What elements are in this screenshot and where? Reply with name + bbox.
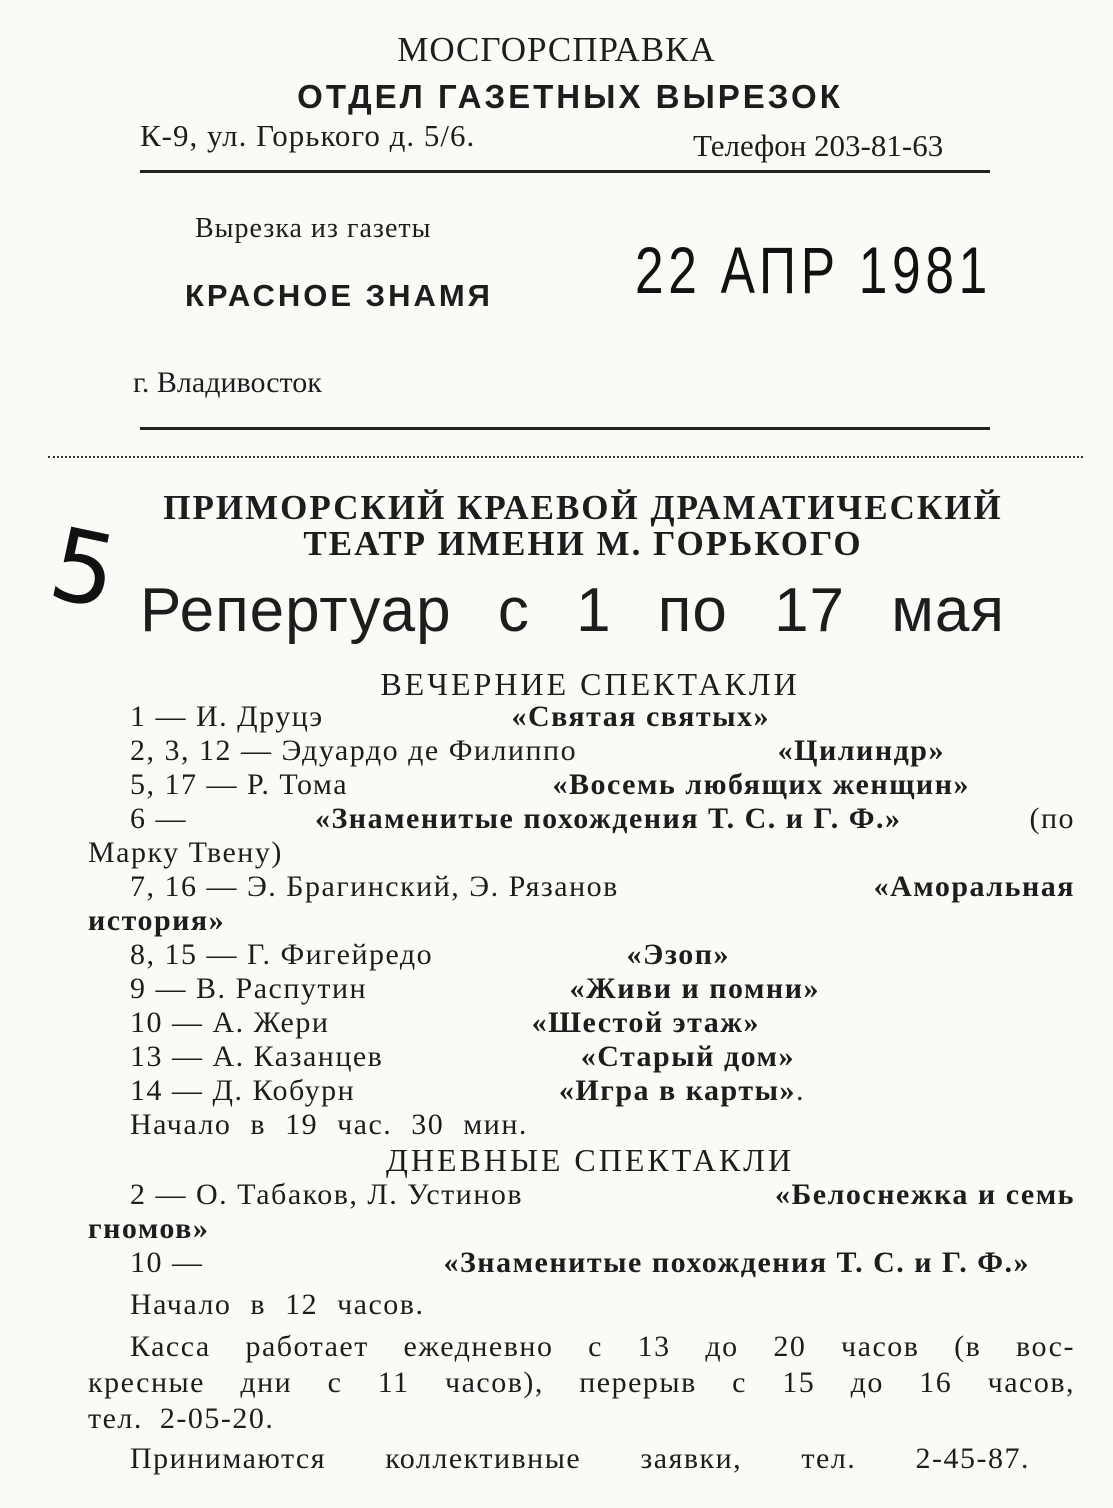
title-word: 1: [576, 576, 612, 645]
day-heading: ДНЕВНЫЕ СПЕКТАКЛИ: [386, 1142, 794, 1178]
box-office-line: Касса работает ежедневно с 13 до 20 часов (в вос-: [130, 1330, 1075, 1363]
theatre-name-line-2: ТЕАТР ИМЕНИ М. ГОРЬКОГО: [303, 524, 863, 563]
play-title: «Белоснежка и семь: [774, 1178, 1075, 1211]
item-text: 1 — И. Друцэ: [130, 700, 324, 733]
title-word: мая: [891, 576, 1005, 645]
evening-item: [130, 938, 730, 972]
play-title: «Святая святых»: [511, 700, 770, 733]
evening-item: [130, 870, 1075, 904]
item-text: 6 —: [130, 802, 187, 835]
evening-item: [130, 768, 970, 802]
item-text: 7, 16 — Э. Брагинский, Э. Рязанов: [130, 870, 619, 903]
play-title: «Знаменитые похождения Т. С. и Г. Ф.»: [443, 1246, 1030, 1279]
day-item-cont: гномов»: [88, 1212, 210, 1245]
item-text: 14 — Д. Кобурн: [130, 1074, 356, 1107]
item-text: (по: [1029, 802, 1075, 835]
play-title: «Игра в карты»: [558, 1074, 796, 1107]
date-stamp: 22 АПР 1981: [635, 233, 992, 307]
item-text: 10 — А. Жери: [130, 1006, 330, 1039]
header-bottom-rule: [140, 427, 990, 430]
item-text: 2, 3, 12 — Эдуардо де Филиппо: [130, 734, 578, 767]
evening-item-cont: Марку Твену): [88, 836, 283, 869]
evening-item: [130, 1006, 760, 1040]
play-title: «Знаменитые похождения Т. С. и Г. Ф.»: [314, 802, 902, 835]
play-title: «Эзоп»: [626, 938, 730, 971]
title-word: с: [497, 576, 530, 645]
org-name: МОСГОРСПРАВКА: [397, 30, 716, 69]
evening-item: [130, 700, 770, 734]
evening-item: [130, 1040, 795, 1074]
play-title: «Восемь любящих женщин»: [552, 768, 970, 801]
item-text: 2 — О. Табаков, Л. Устинов: [130, 1178, 524, 1211]
cut-line: [48, 456, 1083, 458]
evening-heading: ВЕЧЕРНИЕ СПЕКТАКЛИ: [380, 666, 800, 702]
item-text: 9 — В. Распутин: [130, 972, 368, 1005]
play-title: «Аморальная: [873, 870, 1075, 903]
item-text: .: [796, 1074, 805, 1107]
item-text: 5, 17 — Р. Тома: [130, 768, 349, 801]
item-text: 10 —: [130, 1246, 204, 1279]
header-rule: [140, 170, 990, 173]
repertoire-title: [140, 575, 1005, 646]
item-text: 13 — А. Казанцев: [130, 1040, 384, 1073]
collective-orders: Принимаются коллективные заявки, тел. 2-45-87.: [130, 1442, 1030, 1475]
play-title: «Цилиндр»: [777, 734, 945, 767]
evening-item: [130, 972, 820, 1006]
evening-item: [130, 802, 1075, 836]
play-title: «Живи и помни»: [569, 972, 820, 1005]
title-word: по: [657, 576, 728, 645]
evening-start-time: Начало в 19 час. 30 мин.: [130, 1108, 528, 1141]
evening-item-cont: история»: [88, 904, 226, 937]
box-office-line: кресные дни с 11 часов), перерыв с 15 до 16 часов,: [88, 1366, 1075, 1399]
day-item: [130, 1178, 1075, 1212]
theatre-name-line-1: ПРИМОРСКИЙ КРАЕВОЙ ДРАМАТИЧЕСКИЙ: [163, 488, 1003, 527]
play-title: «Шестой этаж»: [531, 1006, 760, 1039]
evening-item: [130, 734, 945, 768]
newspaper-name: КРАСНОЕ ЗНАМЯ: [185, 278, 493, 313]
item-text: 8, 15 — Г. Фигейредо: [130, 938, 434, 971]
play-title: «Старый дом»: [580, 1040, 795, 1073]
address: К-9, ул. Горького д. 5/6.: [140, 118, 476, 153]
evening-item: [130, 1074, 805, 1108]
box-office-line: тел. 2-05-20.: [88, 1402, 275, 1435]
title-word: Репертуар: [140, 576, 452, 645]
phone: Телефон 203-81-63: [693, 128, 944, 163]
day-start-time: Начало в 12 часов.: [130, 1288, 425, 1321]
day-item: [130, 1246, 1030, 1280]
city: г. Владивосток: [133, 366, 322, 399]
department-name: ОТДЕЛ ГАЗЕТНЫХ ВЫРЕЗОК: [297, 78, 843, 115]
handwritten-mark: 5: [40, 504, 128, 633]
title-word: 17: [774, 576, 846, 645]
clip-label: Вырезка из газеты: [195, 213, 432, 244]
